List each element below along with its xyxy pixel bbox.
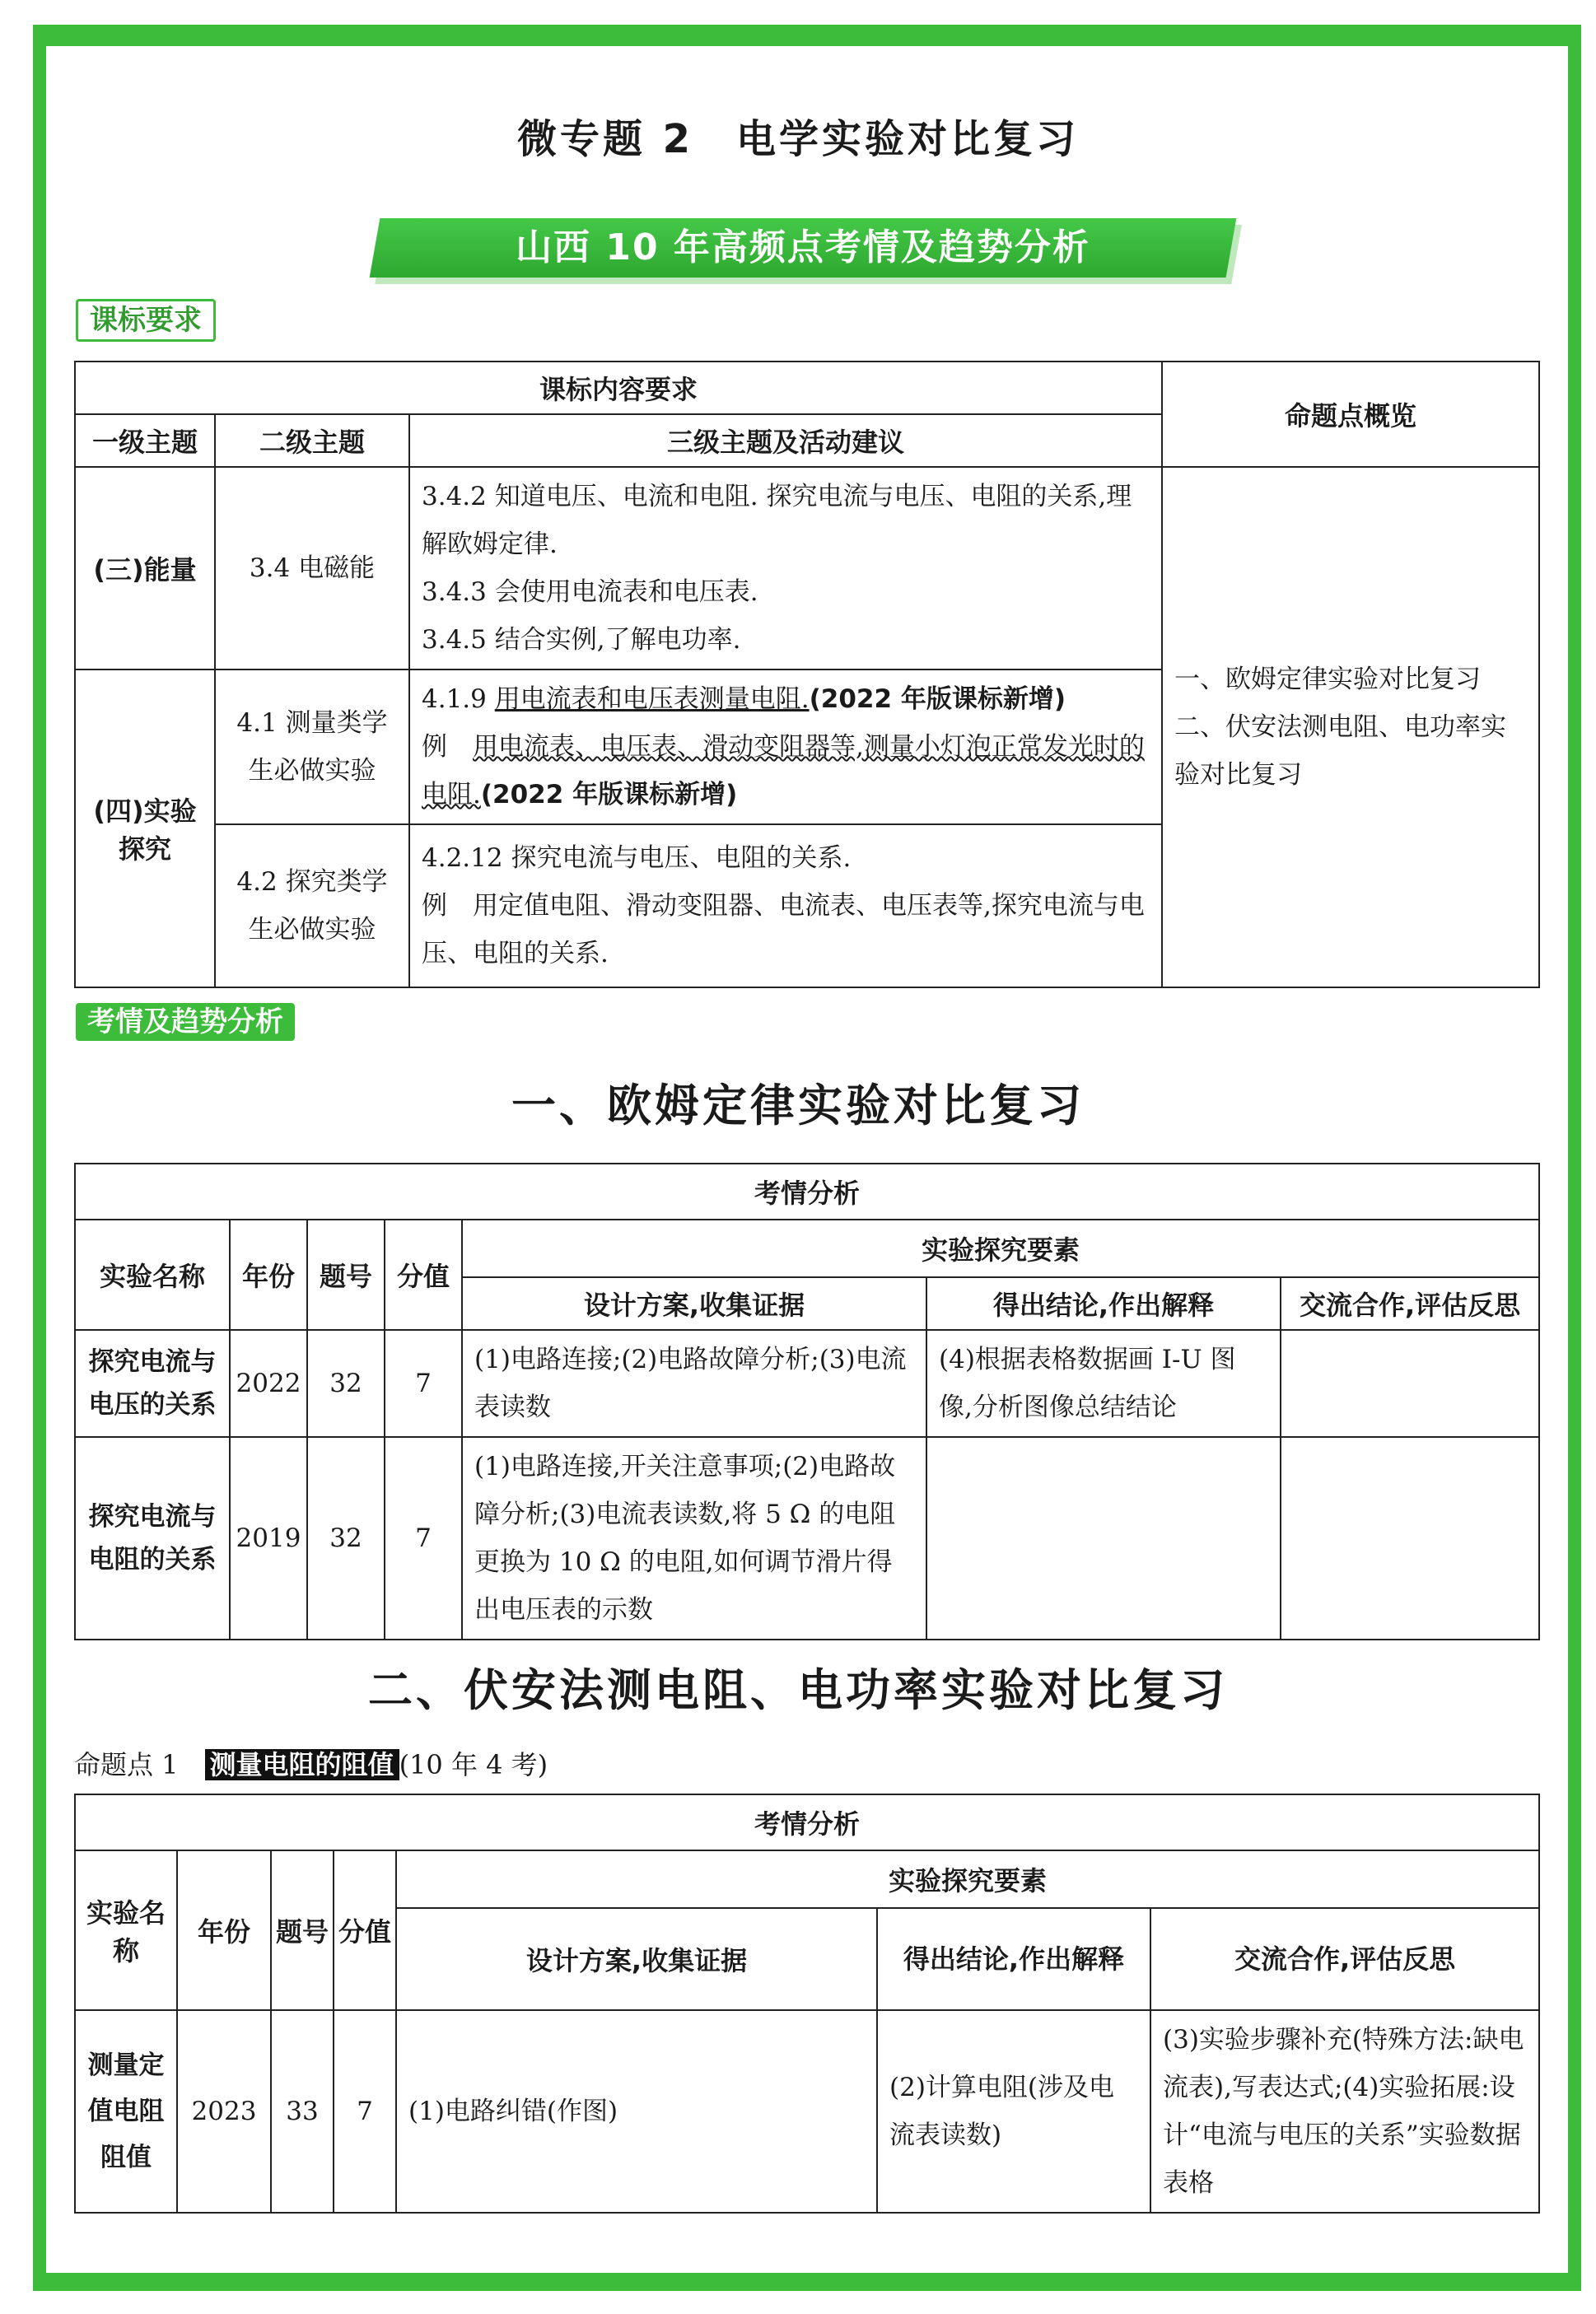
row-year: 2022 — [230, 1330, 307, 1437]
col-level1: 一级主题 — [75, 414, 215, 467]
row-reflect: (3)实验步骤补充(特殊方法:缺电流表),写表达式;(4)实验拓展:设计“电流与电压的关系”实验数据表格 — [1150, 2010, 1539, 2213]
row2-level2: 4.1 测量类学生必做实验 — [215, 669, 409, 824]
section1-title: 一、欧姆定律实验对比复习 — [511, 1080, 1085, 1131]
row3-level3-b: 例 用定值电阻、滑动变阻器、电流表、电压表等,探究电流与电压、电阻的关系. — [422, 891, 1145, 968]
row-conclude: (2)计算电阻(涉及电流表读数) — [877, 2010, 1150, 2213]
section2-title: 二、伏安法测电阻、电功率实验对比复习 — [368, 1664, 1228, 1716]
proposition-highlight: 测量电阻的阻值 — [205, 1749, 399, 1780]
row2-level3 — [409, 669, 1162, 824]
col-design: 设计方案,收集证据 — [462, 1277, 926, 1330]
col-conclude: 得出结论,作出解释 — [926, 1277, 1281, 1330]
row2-new-note: (2022 年版课标新增) — [809, 684, 1066, 714]
row-name: 测量定值电阻阻值 — [75, 2010, 177, 2213]
row3-level2: 4.2 探究类学生必做实验 — [215, 824, 409, 987]
frame-bottom-bar — [33, 2273, 1581, 2291]
curriculum-table — [74, 361, 1540, 988]
row1-level3-c: 3.4.5 结合实例,了解电功率. — [422, 625, 741, 655]
row3-level3-a: 4.2.12 探究电流与电压、电阻的关系. — [422, 843, 852, 873]
row-score: 7 — [334, 2010, 396, 2213]
row-score: 7 — [385, 1330, 462, 1437]
col-question: 题号 — [271, 1850, 334, 2010]
frame-right-bar — [1568, 25, 1581, 2291]
page-title: 微专题 2 电学实验对比复习 — [516, 116, 1080, 162]
col-elements: 实验探究要素 — [396, 1850, 1539, 1908]
row-question: 33 — [271, 2010, 334, 2213]
row1-level1: (三)能量 — [75, 467, 215, 669]
row2-code: 4.1.9 — [422, 684, 495, 714]
curriculum-group-header: 课标内容要求 — [75, 362, 1162, 414]
row-reflect — [1281, 1330, 1539, 1437]
col-year: 年份 — [230, 1220, 307, 1330]
overview-item-1: 一、欧姆定律实验对比复习 — [1174, 665, 1482, 694]
proposition-point-line — [74, 1744, 548, 1782]
frame-left-bar — [33, 25, 46, 2291]
col-level2: 二级主题 — [215, 414, 409, 467]
row-score: 7 — [385, 1437, 462, 1640]
row-name: 探究电流与电阻的关系 — [75, 1437, 230, 1640]
frame-top-bar — [33, 25, 1581, 46]
col-conclude: 得出结论,作出解释 — [877, 1908, 1150, 2010]
row-design: (1)电路连接;(2)电路故障分析;(3)电流表读数 — [462, 1330, 926, 1437]
curriculum-tag: 课标要求 — [76, 299, 216, 342]
row-question: 32 — [307, 1437, 385, 1640]
row2-level1: (四)实验探究 — [75, 669, 215, 987]
col-score: 分值 — [385, 1220, 462, 1330]
col-name: 实验名称 — [75, 1850, 177, 2010]
col-score: 分值 — [334, 1850, 396, 2010]
ohm-law-table — [74, 1163, 1540, 1640]
row2-example-text: 用电流表、电压表、滑动变阻器等,测量小灯泡正常发光时的电阻. — [422, 732, 1145, 809]
col-name: 实验名称 — [75, 1220, 230, 1330]
trend-analysis-tag: 考情及趋势分析 — [76, 1003, 295, 1041]
row1-level2: 3.4 电磁能 — [215, 467, 409, 669]
row-design: (1)电路连接,开关注意事项;(2)电路故障分析;(3)电流表读数,将 5 Ω 的电阻更换为 10 Ω 的电阻,如何调节滑片得出电压表的示数 — [462, 1437, 926, 1640]
resistance-table — [74, 1794, 1540, 2214]
col-question: 题号 — [307, 1220, 385, 1330]
analysis-header: 考情分析 — [75, 1794, 1539, 1850]
row1-level3 — [409, 467, 1162, 669]
proposition-suffix: (10 年 4 考) — [399, 1749, 548, 1780]
row3-level3 — [409, 824, 1162, 987]
overview-cell — [1162, 467, 1539, 987]
overview-item-2: 二、伏安法测电阻、电功率实验对比复习 — [1174, 712, 1507, 790]
col-year: 年份 — [177, 1850, 271, 2010]
row2-new-note-2: (2022 年版课标新增) — [480, 780, 738, 809]
row-year: 2019 — [230, 1437, 307, 1640]
analysis-header: 考情分析 — [75, 1164, 1539, 1220]
row-reflect — [1281, 1437, 1539, 1640]
col-reflect: 交流合作,评估反思 — [1150, 1908, 1539, 2010]
overview-header: 命题点概览 — [1162, 362, 1539, 467]
row2-example-prefix: 例 — [422, 732, 473, 762]
row1-level3-b: 3.4.3 会使用电流表和电压表. — [422, 577, 758, 607]
row-question: 32 — [307, 1330, 385, 1437]
row2-underlined: 用电流表和电压表测量电阻. — [494, 684, 810, 714]
row-year: 2023 — [177, 2010, 271, 2213]
row-name: 探究电流与电压的关系 — [75, 1330, 230, 1437]
col-elements: 实验探究要素 — [462, 1220, 1539, 1277]
row1-level3-a: 3.4.2 知道电压、电流和电阻. 探究电流与电压、电阻的关系,理解欧姆定律. — [422, 482, 1132, 559]
proposition-prefix: 命题点 1 — [74, 1749, 205, 1780]
section-banner-text: 山西 10 年高频点考情及趋势分析 — [516, 226, 1090, 268]
row-conclude — [926, 1437, 1281, 1640]
col-level3: 三级主题及活动建议 — [409, 414, 1162, 467]
row-design: (1)电路纠错(作图) — [396, 2010, 877, 2213]
col-reflect: 交流合作,评估反思 — [1281, 1277, 1539, 1330]
row-conclude: (4)根据表格数据画 I-U 图像,分析图像总结结论 — [926, 1330, 1281, 1437]
col-design: 设计方案,收集证据 — [396, 1908, 877, 2010]
